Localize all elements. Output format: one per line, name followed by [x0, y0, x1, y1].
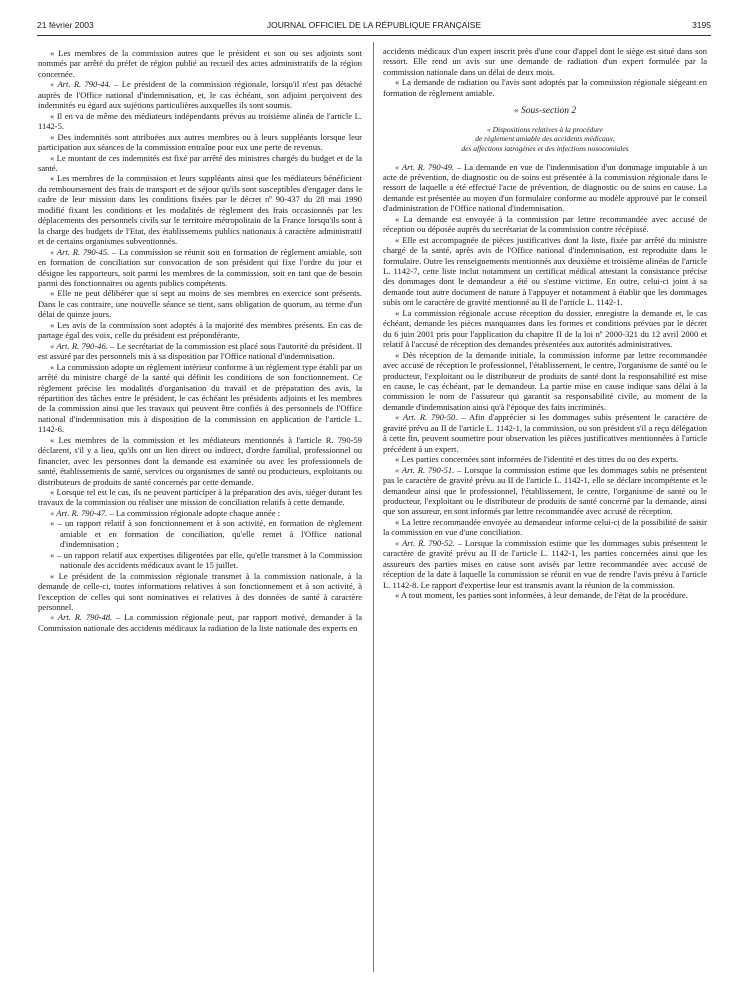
paragraph: « Elle est accompagnée de pièces justificatives dont la liste, fixée par arrêté du ministre chargé de la santé, après avis de l'Office national d'indemnisation, est reproduite dans le formulaire. Outre les renseignements mentionnés aux deuxième et troisième alinéas de l'article L. 1142-7, cette liste inclut notamment un certificat médical attestant la consistance précise des dommages dont le demandeur a été ou s'estime victime. En outre, celui-ci joint à sa demande tout autre document de nature à l'appuyer et notamment à établir que les dommages subis ont le caractère de gravité mentionné au II de l'article L. 1142-1.	[383, 234, 707, 308]
article-49	[383, 162, 707, 214]
article-text: – Lorsque la commission estime que les dommages subis présentent le caractère de gravité prévu au II de l'article L. 1142-1, les parties concernées ainsi que les assureurs des parties mises en cause sont avisés par lettre recommandée avec accusé de réception de la date à laquelle la commission se réunit en vue de rendre l'avis prévu à l'article L. 1142-8. Le rapport d'expertise leur est transmis avant la réunion de la commission.	[383, 537, 708, 590]
paragraph: « Il en va de même des médiateurs indépendants prévus au troisième alinéa de l'article L. 1142-5.	[38, 110, 362, 132]
article-ref: « Art. R. 790-48.	[50, 612, 113, 623]
journal-title: JOURNAL OFFICIEL DE LA RÉPUBLIQUE FRANÇAISE	[266, 20, 482, 30]
article-48	[38, 612, 362, 633]
article-ref: « Art. R. 790-45.	[50, 246, 110, 257]
article-text: – La demande en vue de l'indemnisation d'un dommage imputable à un acte de prévention, de diagnostic ou de soins est présentée à la commission régionale dans le ressort de laquelle a été effectué l'acte de prévention, de diagnostic ou de soins en cause. La demande est présentée au moyen d'un formulaire conforme au modèle approuvé par le conseil d'administration de l'Office national d'indemnisation.	[383, 161, 707, 214]
paragraph: « Le président de la commission régionale transmet à la commission nationale, à la demande de celle-ci, toutes informations relatives à son fonctionnement et à son activité, à l'exception de celles qui sont nominatives et relatives à des données de santé à caractère personnel.	[38, 570, 362, 613]
report-list	[38, 518, 362, 570]
article-52	[383, 538, 707, 590]
right-column	[383, 46, 707, 601]
column-divider	[373, 42, 374, 972]
subsection-title	[383, 125, 707, 154]
paragraph: « A tout moment, les parties sont informées, à leur demande, de l'état de la procédure.	[395, 590, 688, 601]
article-46	[38, 341, 362, 362]
article-text: – Le secrétariat de la commission est placé sous l'autorité du président. Il est assuré par des personnels mis à sa disposition par l'Office national d'indemnisation.	[38, 340, 362, 362]
paragraph: « Dès réception de la demande initiale, la commission informe par lettre recommandée avec accusé de réception le professionnel, l'établissement, le centre, l'organisme de santé ou le producteur, l'exploitant ou le distributeur de produits de santé dont la responsabilité est mise en cause, le cas échéant, par le demandeur. La partie mise en cause indique sans délai à la commission le nom de l'assureur qui garantit sa responsabilité civile, au moment de la demande d'indemnisation ainsi qu'à l'époque des faits incriminés.	[383, 349, 707, 412]
paragraph: « Les membres de la commission et les médiateurs mentionnés à l'article R. 790-59 déclarent, s'il y a lieu, qu'ils ont un lien direct ou indirect, d'ordre familial, professionnel ou financier, avec les personnes dont la demande est examinée ou avec les professionnels de santé, établissements de santé, services ou organismes de santé ou producteurs, exploitants ou distributeurs de produits de santé concernés par cette demande.	[38, 434, 362, 487]
header-date: 21 février 2003	[37, 20, 94, 30]
article-text: – Le président de la commission régionale, lorsqu'il n'est pas détaché auprès de l'Office national d'indemnisation, et, le cas échéant, son adjoint perçoivent des indemnités eu égard aux sujétions particulières auxquelles ils sont soumis.	[38, 79, 363, 111]
article-ref: « Art. R. 790-44.	[50, 79, 111, 90]
paragraph: « Des indemnités sont attribuées aux autres membres ou à leurs suppléants lorsque leur participation aux séances de la commission entraîne pour eux une perte de revenus.	[38, 131, 362, 153]
article-ref: « Art. R. 790-47.	[50, 507, 108, 518]
article-ref: « Art. R. 790-51.	[395, 464, 455, 475]
paragraph: « La demande de radiation ou l'avis sont adoptés par la commission régionale siégeant en formation de règlement amiable.	[383, 77, 707, 98]
paragraph: « La lettre recommandée envoyée au demandeur informe celui-ci de la possibilité de saisir la commission en vue d'une conciliation.	[383, 516, 707, 538]
page-number: 3195	[692, 20, 711, 30]
article-ref: « Art. R. 790-49.	[395, 161, 455, 172]
paragraph: accidents médicaux d'un expert inscrit près d'une cour d'appel dont le siège est situé dans son ressort. Elle rend un avis sur une demande de radiation d'un expert formulée par la commission nationale dans un délai de deux mois.	[383, 46, 707, 77]
paragraph: « Lorsque tel est le cas, ils ne peuvent participer à la préparation des avis, siéger durant les travaux de la commission ou réaliser une mission de conciliation relatifs à cette demande.	[38, 487, 362, 508]
list-item: « – un rapport relatif à son fonctionnement et à son activité, en formation de règlement amiable et en formation de conciliation, qu'elle remet à l'Office national d'indemnisation ;	[50, 518, 362, 550]
paragraph: « Les avis de la commission sont adoptés à la majorité des membres présents. En cas de partage égal des voix, celle du président est prépondérante.	[38, 319, 362, 341]
article-text: – Lorsque la commission estime que les dommages subis ne présentent pas le caractère de gravité prévu au II de l'article L. 1142-1, elle se déclare incompétente et le demandeur ainsi que le professionnel, l'établissement, le centre, l'organisme de santé ou le producteur, l'exploitant ou le distributeur de produits de santé concerné par la demande, ainsi que son assureur, en sont informés par lettre recommandée avec accusé de réception.	[383, 464, 708, 517]
article-50	[383, 412, 707, 454]
article-45	[38, 247, 362, 289]
subsection-heading: « Sous-section 2	[513, 106, 577, 117]
paragraph: « Le montant de ces indemnités est fixé par arrêté des ministres chargés du budget et de la santé.	[38, 152, 362, 173]
article-47	[38, 508, 362, 518]
subsection-title-line: des affections iatrogènes et des infections nosocomiales	[461, 143, 629, 153]
paragraph: « Elle ne peut délibérer que si sept au moins de ses membres en exercice sont présents. Dans le cas contraire, une nouvelle séance se tient, sans obligation de quorum, au terme d'un délai de quinze jours.	[38, 288, 362, 320]
paragraph: « Les membres de la commission autres que le président et son ou ses adjoints sont nommés par arrêté du préfet de région publié au recueil des actes administratifs de la région concernée.	[38, 48, 362, 79]
paragraph: « La commission régionale accuse réception du dossier, enregistre la demande et, le cas échéant, demande les pièces manquantes dans les formes et conditions prévues par le décret du 6 juin 2001 pris pour l'application du chapitre II de la loi nº 2000-321 du 12 avril 2000 et relatif à l'accusé de réception des demandes présentées aux autorités administratives.	[383, 307, 707, 350]
left-column	[38, 48, 362, 633]
paragraph: « La commission adopte un règlement intérieur conforme à un règlement type établi par un arrêté du ministre chargé de la santé qui définit les conditions de son fonctionnement. Ce règlement précise les modalités d'organisation du travail et de préparation des avis, la répartition des tâches entre le président, le cas échéant les présidents adjoints et les membres de la commission ainsi que les travaux qui peuvent être confiés à des personnels de l'Office national d'indemnisation mis à disposition de la commission en application de l'article L. 1142-6.	[38, 361, 362, 435]
article-text: – Afin d'apprécier si les dommages subis présentent le caractère de gravité prévu au II de l'article L. 1142-1, la commission, ou son président s'il a reçu délégation à cette fin, peuvent soumettre pour observation les pièces justificatives mentionnées à l'article précédent à un expert.	[383, 412, 707, 454]
subsection-title-line: de règlement amiable des accidents médicaux,	[475, 134, 615, 144]
header-rule	[37, 35, 711, 36]
article-text: – La commission régionale adopte chaque année :	[107, 507, 281, 518]
page-header	[37, 20, 711, 34]
article-44	[38, 79, 362, 110]
article-ref: « Art. R. 790-50.	[395, 412, 458, 423]
article-text: – La commission se réunit soit en formation de règlement amiable, soit en formation de conciliation sur convocation de son président qui fixe l'ordre du jour et désigne les rapporteurs, soit parmi les membres de la commission, soit en tant que de besoin parmi des fonctionnaires ou agents publics compétents.	[38, 246, 362, 288]
article-text: – La commission régionale peut, par rapport motivé, demander à la Commission nationale des accidents médicaux la radiation de la liste nationale des experts en	[38, 612, 362, 633]
article-ref: « Art. R. 790-46.	[50, 340, 108, 351]
paragraph: « La demande est envoyée à la commission par lettre recommandée avec accusé de réception ou déposée auprès du secrétariat de la commission contre récépissé.	[383, 213, 707, 235]
list-item: « – un rapport relatif aux expertises diligentées par elle, qu'elle transmet à la Commission nationale des accidents médicaux avant le 15 juillet.	[50, 549, 362, 571]
article-ref: « Art. R. 790-52.	[395, 537, 455, 548]
paragraph: « Les parties concernées sont informées de l'identité et des titres du ou des experts.	[395, 454, 679, 465]
article-51	[383, 465, 707, 517]
subsection-title-line: « Dispositions relatives à la procédure	[486, 124, 604, 134]
paragraph: « Les membres de la commission et leurs suppléants ainsi que les médiateurs bénéficient du remboursement des frais de transport et de séjour qu'ils sont susceptibles d'engager dans le cadre de leur mission dans les conditions fixées par le décret nº 90-437 du 28 mai 1990 modifié fixant les conditions et les modalités de règlement des frais occasionnés par les déplacements des personnels civils sur le territoire métropolitain de la France lorsqu'ils sont à la charge des budgets de l'Etat, des établissements publics nationaux à caractère administratif et de certains organismes subventionnés.	[38, 173, 362, 247]
